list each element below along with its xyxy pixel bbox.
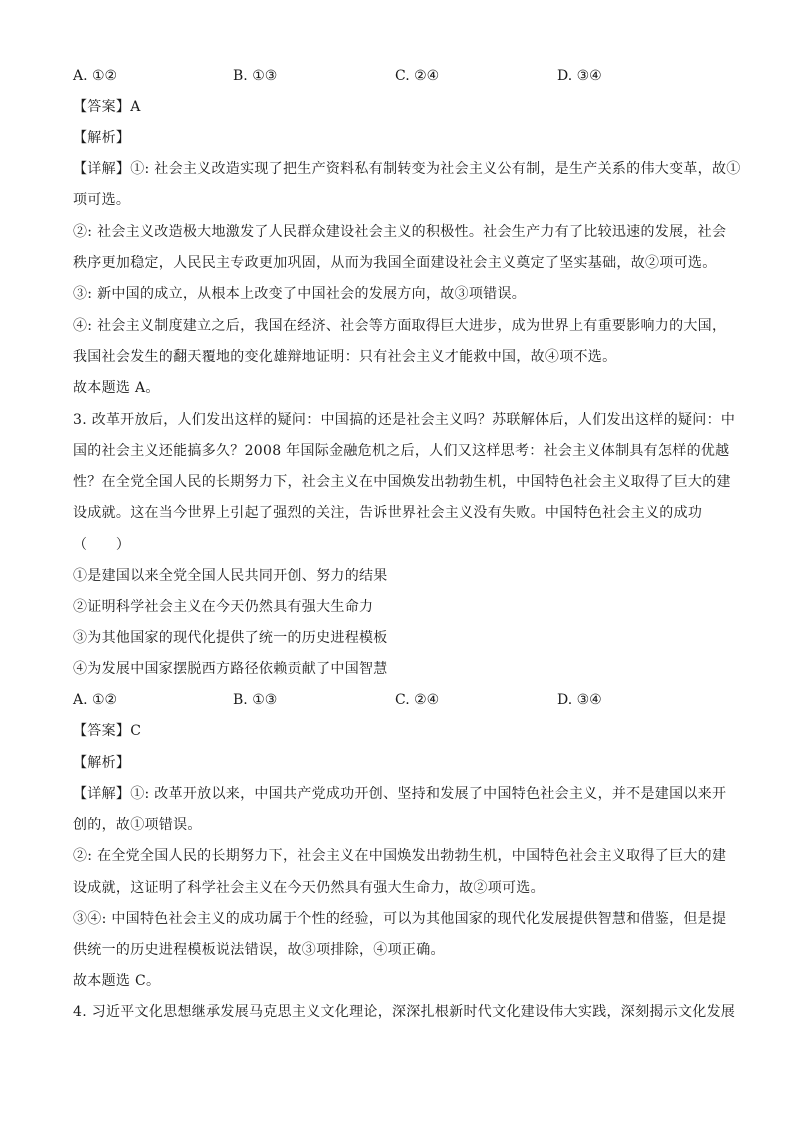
detail-line: 项可选。: [73, 192, 131, 208]
detail-line: ③④: 中国特色社会主义的成功属于个性的经验，可以为其他国家的现代化发展提供智慧和借鉴，但是提: [73, 911, 727, 927]
question-stem: 设成就。这在当今世界上引起了强烈的关注，告诉世界社会主义没有失败。中国特色社会主义的成功: [73, 505, 703, 521]
detail-line: 设成就，这证明了科学社会主义在今天仍然具有强大生命力，故②项可选。: [73, 880, 545, 896]
answer-blank: （ ）: [73, 537, 131, 553]
detail-line: ④: 社会主义制度建立之后，我国在经济、社会等方面取得巨大进步，成为世界上有重要影响力的大国，: [73, 318, 727, 334]
answer-label: 【答案】C: [73, 723, 142, 739]
option-d: D. ③④: [557, 68, 602, 84]
detail-line: 我国社会发生的翻天覆地的变化雄辩地证明：只有社会主义才能救中国，故④项不选。: [73, 349, 617, 365]
detail-line: 秩序更加稳定，人民民主专政更加巩固，从而为我国全面建设社会主义奠定了坚实基础，故②项可选。: [73, 255, 717, 271]
detail-line: ②: 社会主义改造极大地激发了人民群众建设社会主义的积极性。社会生产力有了比较迅速的发展，社会: [73, 224, 727, 240]
option-a: A. ①②: [73, 692, 118, 708]
option-b: B. ①③: [233, 692, 278, 708]
analysis-label: 【解析】: [73, 755, 131, 771]
question-stem: 4. 习近平文化思想继承发展马克思主义文化理论，深深扎根新时代文化建设伟大实践，深刻揭示文化发展: [73, 1004, 736, 1020]
detail-line: 创的，故①项错误。: [73, 817, 202, 833]
question-stem: 3. 改革开放后，人们发出这样的疑问：中国搞的还是社会主义吗？苏联解体后，人们发出这样的疑问：中: [73, 412, 736, 428]
statement-item: ③为其他国家的现代化提供了统一的历史进程模板: [73, 630, 388, 646]
answer-label: 【答案】A: [73, 99, 141, 115]
option-a: A. ①②: [73, 68, 118, 84]
detail-line: 【详解】①: 社会主义改造实现了把生产资料私有制转变为社会主义公有制，是生产关系的伟大变革，故①: [73, 161, 741, 177]
detail-line: 供统一的历史进程模板说法错误，故③项排除，④项正确。: [73, 942, 445, 958]
detail-line: ②: 在全党全国人民的长期努力下，社会主义在中国焕发出勃勃生机，中国特色社会主义取得了巨大的建: [73, 848, 727, 864]
option-c: C. ②④: [395, 692, 440, 708]
option-c: C. ②④: [395, 68, 440, 84]
conclusion: 故本题选 A。: [73, 380, 160, 396]
option-b: B. ①③: [233, 68, 278, 84]
detail-line: ③: 新中国的成立，从根本上改变了中国社会的发展方向，故③项错误。: [73, 286, 527, 302]
statement-item: ②证明科学社会主义在今天仍然具有强大生命力: [73, 599, 374, 615]
option-d: D. ③④: [557, 692, 602, 708]
statement-item: ④为发展中国家摆脱西方路径依赖贡献了中国智慧: [73, 661, 388, 677]
question-stem: 性？在全党全国人民的长期努力下，社会主义在中国焕发出勃勃生机，中国特色社会主义取得了巨大的建: [73, 474, 731, 490]
detail-line: 【详解】①: 改革开放以来，中国共产党成功开创、坚持和发展了中国特色社会主义，并不是建国以来开: [73, 786, 727, 802]
conclusion: 故本题选 C。: [73, 973, 161, 989]
statement-item: ①是建国以来全党全国人民共同开创、努力的结果: [73, 568, 388, 584]
question-stem: 国的社会主义还能搞多久？2008 年国际金融危机之后，人们又这样思考：社会主义体制具有怎样的优越: [73, 443, 730, 459]
analysis-label: 【解析】: [73, 130, 131, 146]
